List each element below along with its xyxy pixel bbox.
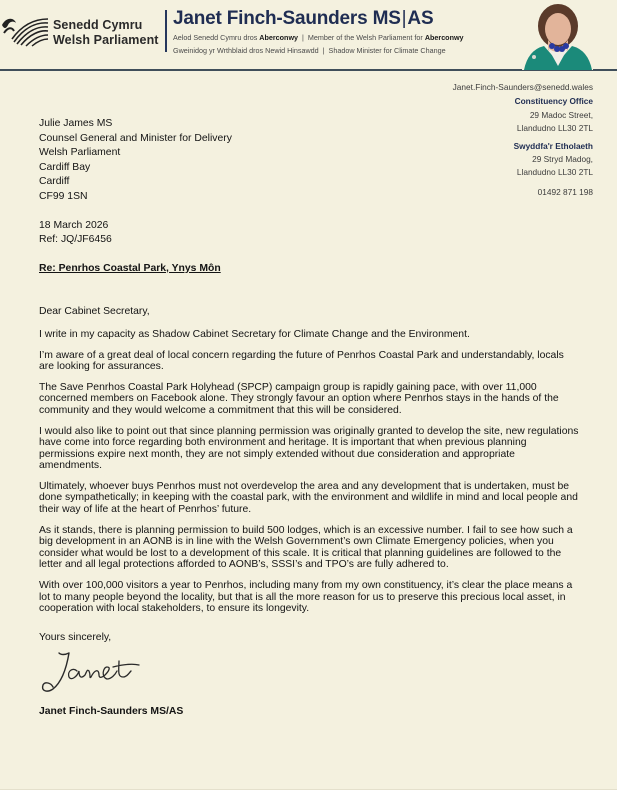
subject-line: Re: Penrhos Coastal Park, Ynys Môn — [39, 262, 221, 274]
paragraph: I’m aware of a great deal of local concern regarding the future of Penrhos Coastal Park and understandably, locals are looking for assurances. — [39, 349, 564, 373]
senedd-logo-icon — [0, 13, 50, 47]
paragraph: Ultimately, whoever buys Penrhos must not overdevelop the area and any development that is undertaken, must be done sympathetically; in keeping with the coastal park, with the environment and wildlife in mind and local people and their way of life at the heart of Penrhos’ future. — [39, 480, 578, 516]
member-name-text: Janet Finch-Saunders MS — [173, 8, 401, 29]
paragraph: I would also like to point out that since planning permission was originally granted to develop the site, new regulations have come into force regarding both environment and heritage. It is important that when previous planning permissions expire next month, they are not simply extended without due consideration and appropriate amendments. — [39, 425, 579, 472]
logo-line-english: Welsh Parliament — [53, 33, 159, 47]
paragraph: I write in my capacity as Shadow Cabinet Secretary for Climate Change and the Environment. — [39, 328, 470, 340]
letter-date: 18 March 2026 — [39, 219, 109, 231]
welsh-office-title: Swyddfa'r Etholaeth — [513, 140, 593, 151]
signature-image — [39, 647, 149, 697]
paragraph: As it stands, there is planning permission to build 500 lodges, which is an excessive number. I fail to see how such a big development in an AONB is in line with the Welsh Government’s own Climate Emergency policies, when you consider what would be lost to a development of this scale. It is critical that planning guidelines are followed to the letter and all legal protections afforded to AONB’s, SSSI’s and TPO’s are fully adhered to. — [39, 524, 573, 571]
header-divider — [165, 10, 167, 52]
letter-paragraphs — [39, 329, 579, 615]
constituency-name: Aberconwy — [259, 33, 299, 42]
recipient-address-line: Cardiff — [39, 176, 70, 188]
parliament-logo-text — [53, 18, 159, 48]
signatory-name: Janet Finch-Saunders MS/AS — [39, 706, 184, 717]
member-name-suffix: AS — [407, 8, 434, 29]
recipient-address-line: Welsh Parliament — [39, 147, 121, 159]
recipient-postcode: CF99 1SN — [39, 190, 88, 202]
member-subtitle-constituency — [173, 33, 464, 42]
name-separator: | — [401, 8, 407, 29]
paragraph: The Save Penrhos Coastal Park Holyhead (SPCP) campaign group is rapidly gaining pace, with over 11,000 concerned members on Facebook alone. They strongly favour an option where Penrhos stays in the hands of the community and they would welcome a commitment that this will be considered. — [39, 381, 559, 416]
constituency-office-title: Constituency Office — [514, 96, 593, 107]
subtitle-text: | Member of the Welsh Parliament for — [298, 33, 425, 42]
member-subtitle-role: Gweinidog yr Wrthblaid dros Newid Hinsawdd | Shadow Minister for Climate Change — [173, 46, 446, 55]
subtitle-text: Aelod Senedd Cymru dros — [173, 33, 260, 42]
constituency-name: Aberconwy — [424, 33, 464, 42]
salutation: Dear Cabinet Secretary, — [39, 306, 150, 318]
date-reference-block — [39, 219, 579, 248]
paragraph: With over 100,000 visitors a year to Penrhos, including many from my own constituency, it’s clear the place means a lot to many people beyond the locality, but that is all the more reason for us to preserve this precious local asset, in cooperation with local stakeholders, to ensure its longevity. — [39, 580, 573, 615]
letter-body — [39, 117, 579, 720]
closing: Yours sincerely, — [39, 631, 112, 643]
recipient-address — [39, 117, 579, 205]
portrait-photo — [522, 0, 593, 70]
member-name — [173, 8, 433, 30]
office-address-line: 29 Stryd Madog, — [532, 154, 593, 165]
recipient-address-line: Cardiff Bay — [39, 161, 91, 173]
office-address-line: Llandudno LL30 2TL — [516, 167, 593, 178]
email-link[interactable]: Janet.Finch-Saunders@senedd.wales — [452, 82, 593, 92]
letterhead — [0, 0, 617, 71]
office-address-line: 29 Madoc Street, — [529, 109, 593, 120]
office-address-line: Llandudno LL30 2TL — [516, 123, 593, 134]
logo-line-welsh: Senedd Cymru — [53, 18, 143, 32]
recipient-title: Counsel General and Minister for Delivery — [39, 132, 232, 144]
recipient-name: Julie James MS — [39, 118, 113, 129]
phone-number: 01492 871 198 — [537, 186, 593, 197]
letter-reference: Ref: JQ/JF6456 — [39, 234, 112, 246]
